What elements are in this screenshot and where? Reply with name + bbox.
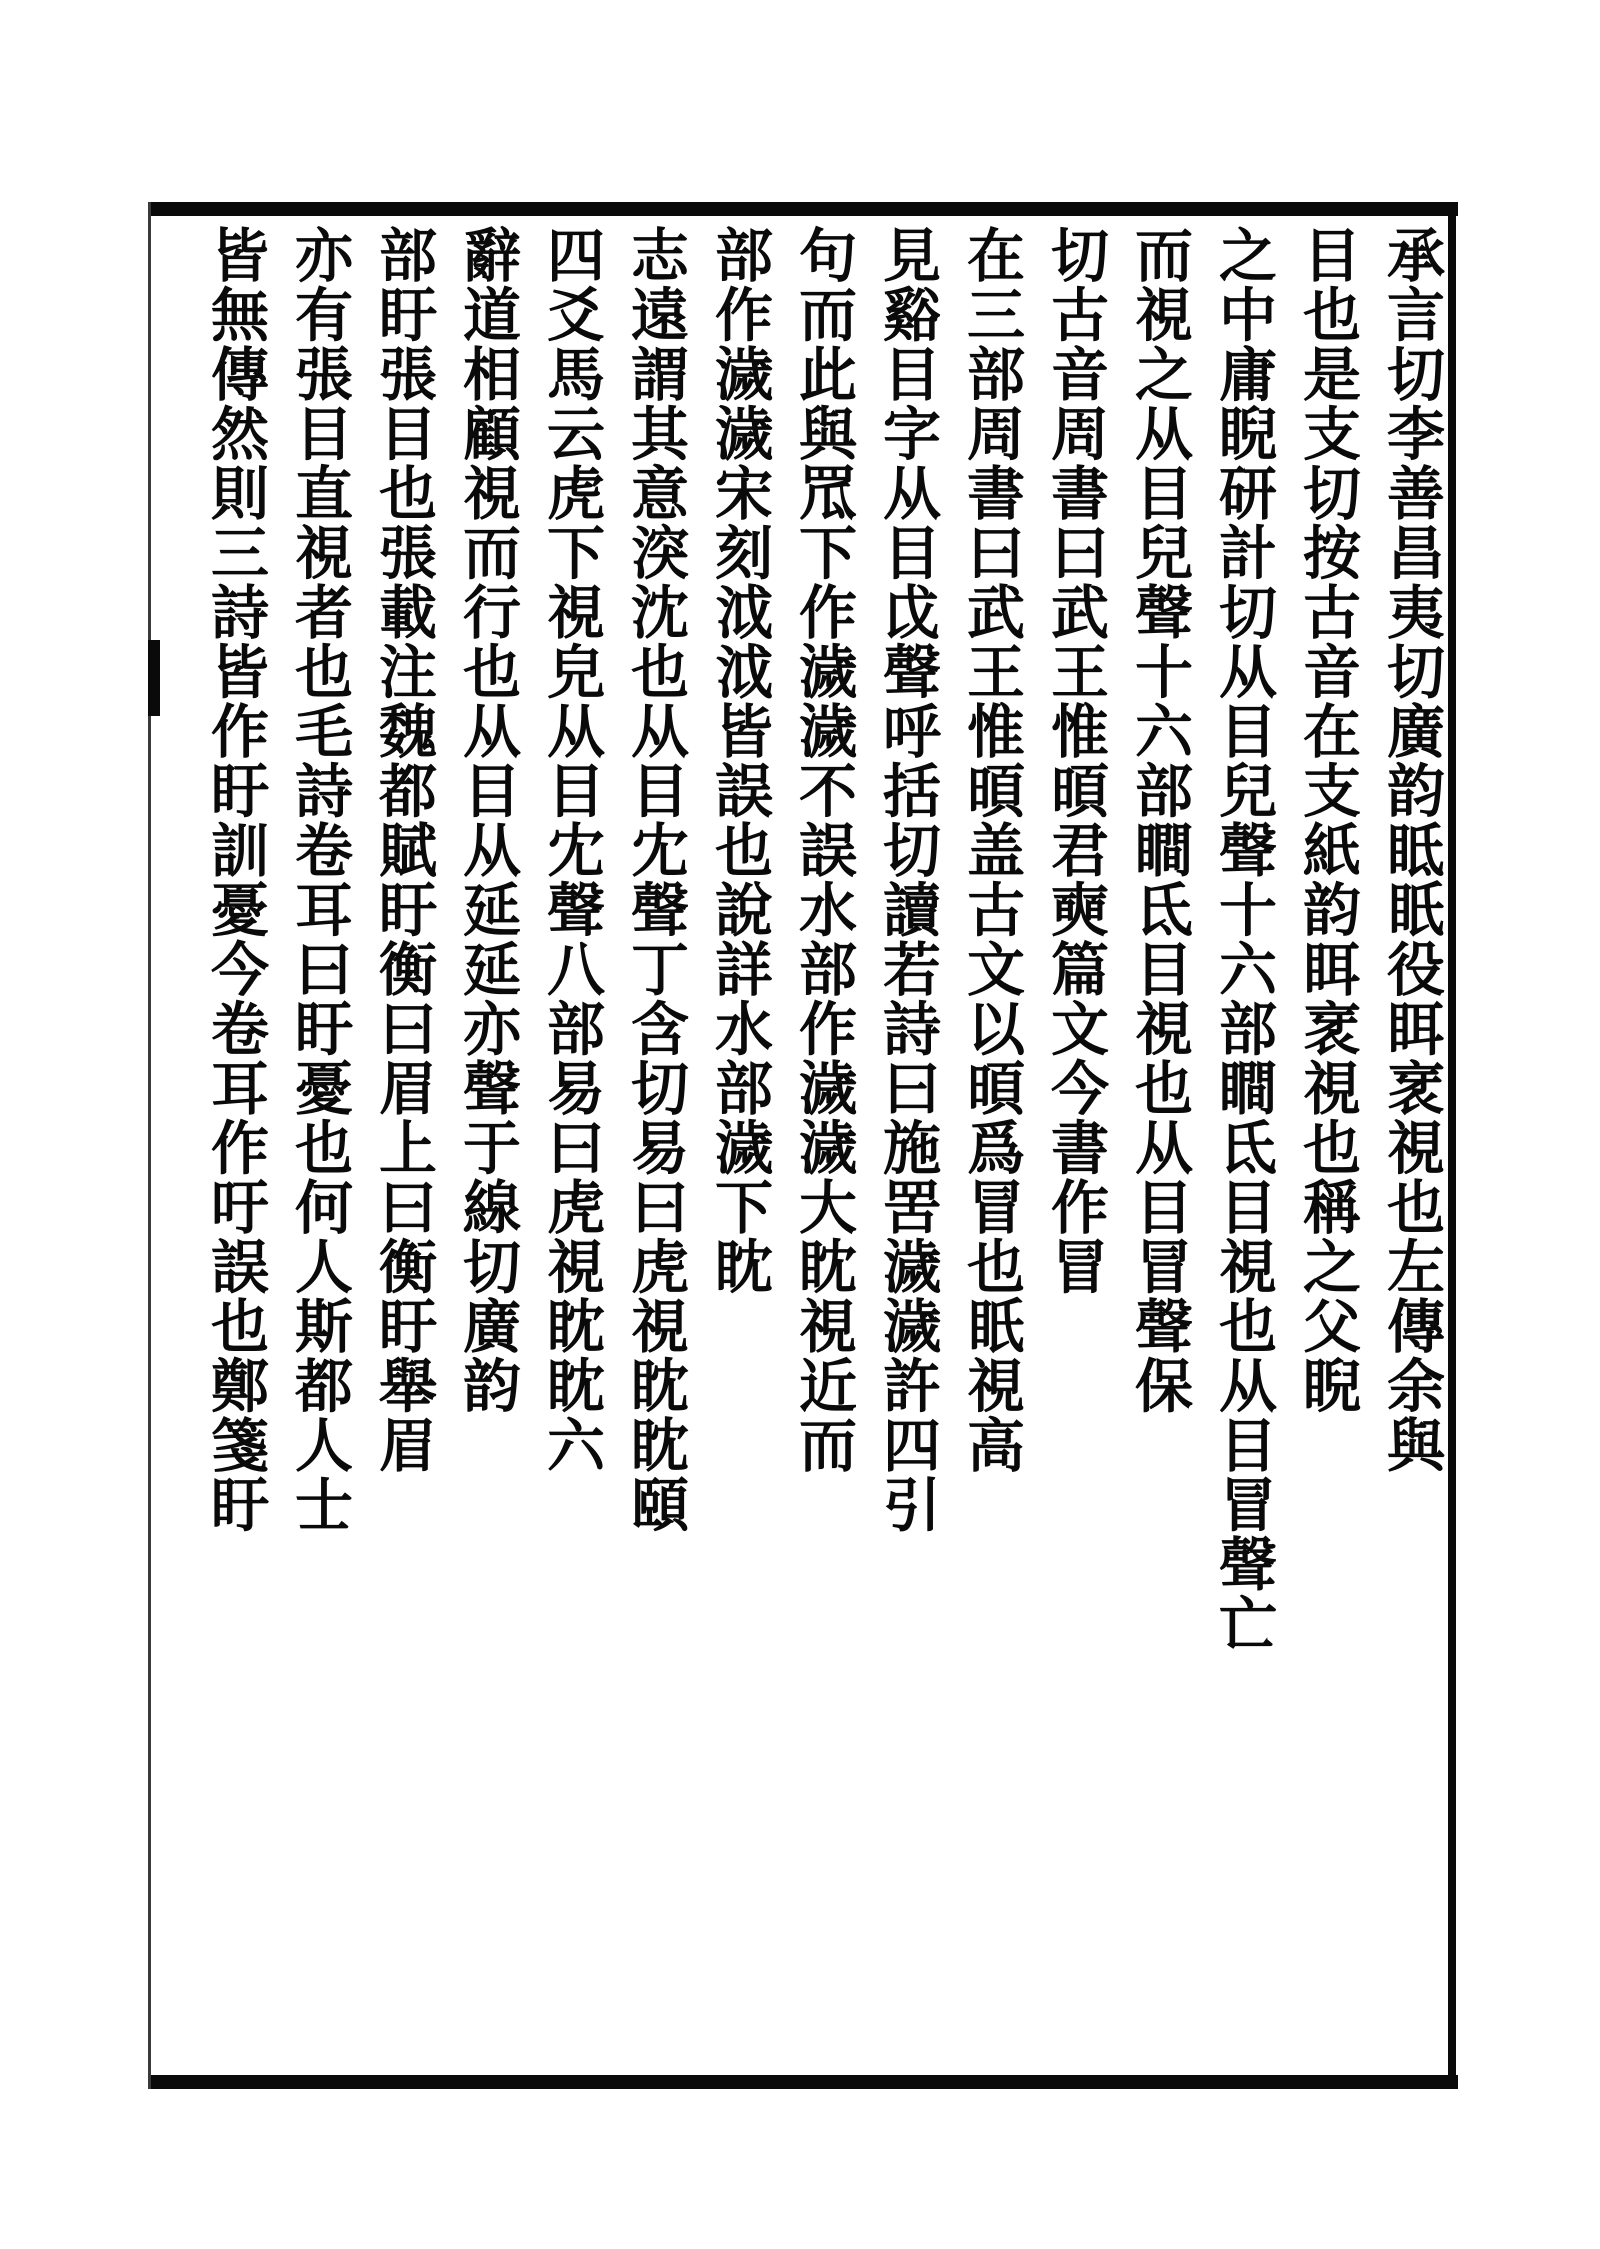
- text-column: [1209, 225, 1277, 2065]
- text-column: [285, 225, 353, 2065]
- column-text: 承言切李善昌夷切廣韵眡眂役眲衺視也左傳余與: [1377, 225, 1445, 1475]
- text-column: [537, 225, 605, 2065]
- text-column: [873, 225, 941, 2065]
- text-column: [1293, 225, 1361, 2065]
- column-text: 亦有張目直視者也毛詩卷耳曰盱憂也何人斯都人士: [285, 225, 353, 1534]
- text-column: [1125, 225, 1193, 2065]
- text-column: [369, 225, 437, 2065]
- column-text: 之中庸睨研計切从目兒聲十六部瞷氐目視也从目冒聲亡: [1209, 225, 1277, 1653]
- column-text: 辭道相顧視而行也从目从延延亦聲于線切廣韵: [453, 225, 521, 1415]
- text-column: [1041, 225, 1109, 2065]
- text-column: [201, 225, 269, 2065]
- text-column: [957, 225, 1025, 2065]
- column-text: 見谿目字从目戉聲呼括切讀若詩曰施罟濊濊許四引: [873, 225, 941, 1534]
- column-text: 部作濊濊宋刻泧泧皆誤也說詳水部濊下眈: [705, 225, 773, 1296]
- text-column: [789, 225, 857, 2065]
- column-text: 目也是支切按古音在支紙韵眲衺視也稱之父睨: [1293, 225, 1361, 1415]
- frame-top-rule: [148, 202, 1458, 216]
- frame-bottom-rule: [148, 2075, 1458, 2089]
- text-column: [621, 225, 689, 2065]
- frame-right-rule: [1448, 202, 1456, 2089]
- column-text: 四爻馬云虎下視皃从目冘聲八部易曰虎視眈眈六: [537, 225, 605, 1475]
- text-block: [160, 225, 1445, 2065]
- text-column: [453, 225, 521, 2065]
- column-text: 句而此與罛下作濊濊不誤水部作濊濊大眈視近而: [789, 225, 857, 1475]
- column-text: 部盱張目也張載注魏都賦盱衡曰眉上曰衡盱舉眉: [369, 225, 437, 1475]
- text-column: [705, 225, 773, 2065]
- column-text: 志遠謂其意湥沈也从目冘聲丁含切易曰虎視眈眈頤: [621, 225, 689, 1534]
- column-text: 在三部周書曰武王惟暊盖古文以暊爲冒也眂視高: [957, 225, 1025, 1475]
- column-text: 切古音周書曰武王惟暊君奭篇文今書作冒: [1041, 225, 1109, 1296]
- frame-left-rule: [148, 202, 151, 2089]
- column-text: 而視之从目兒聲十六部瞷氐目視也从目冒聲保: [1125, 225, 1193, 1415]
- column-text: 皆無傳然則三詩皆作盱訓憂今卷耳作吁誤也鄭箋盱: [201, 225, 269, 1534]
- text-column: [1377, 225, 1445, 2065]
- margin-mark: [148, 640, 160, 716]
